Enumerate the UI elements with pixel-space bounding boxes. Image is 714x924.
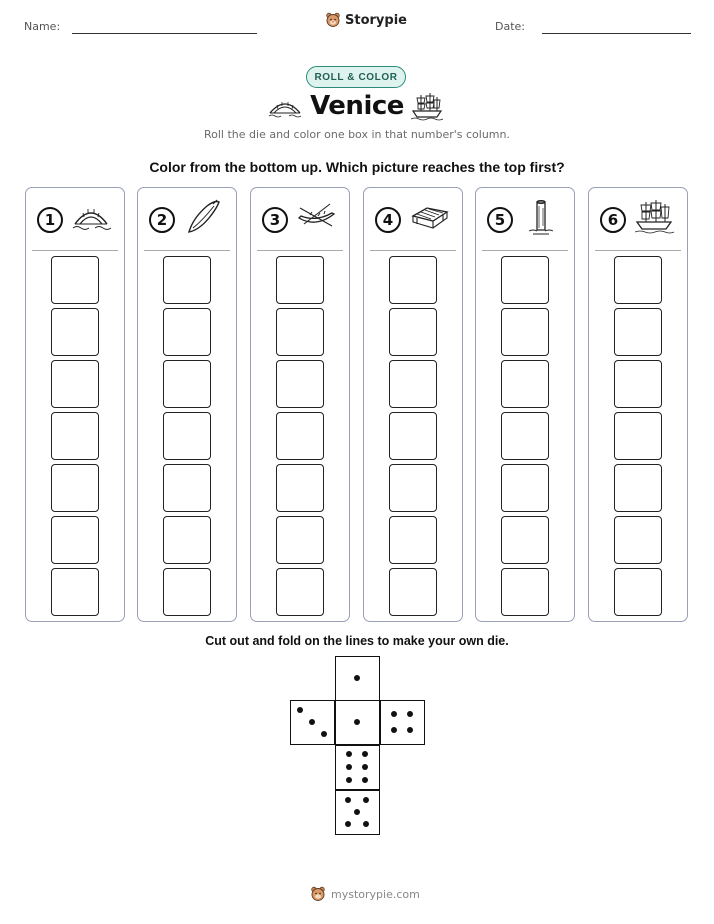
column-divider xyxy=(32,250,118,251)
name-line[interactable] xyxy=(72,33,257,34)
color-box[interactable] xyxy=(389,464,437,512)
color-box[interactable] xyxy=(614,464,662,512)
footer xyxy=(310,886,420,902)
column-number: 6 xyxy=(600,207,626,233)
die-instruction: Cut out and fold on the lines to make your own die. xyxy=(205,634,509,648)
die-pip xyxy=(362,764,368,770)
die-face-3 xyxy=(290,700,335,745)
column-number: 3 xyxy=(262,207,288,233)
die-pip xyxy=(391,727,397,733)
die-pip xyxy=(407,727,413,733)
column-divider xyxy=(482,250,568,251)
color-box[interactable] xyxy=(276,516,324,564)
color-box[interactable] xyxy=(389,412,437,460)
color-box[interactable] xyxy=(163,360,211,408)
color-box[interactable] xyxy=(614,360,662,408)
column-5 xyxy=(475,187,575,622)
column-number: 1 xyxy=(37,207,63,233)
color-box[interactable] xyxy=(51,516,99,564)
die-pip xyxy=(362,777,368,783)
color-box[interactable] xyxy=(276,568,324,616)
die-pip xyxy=(362,751,368,757)
color-box[interactable] xyxy=(614,256,662,304)
color-box[interactable] xyxy=(614,516,662,564)
date-line[interactable] xyxy=(542,33,691,34)
color-box[interactable] xyxy=(501,256,549,304)
color-box[interactable] xyxy=(501,464,549,512)
die-face-1 xyxy=(335,656,380,701)
color-box[interactable] xyxy=(389,516,437,564)
color-box[interactable] xyxy=(51,256,99,304)
subtitle: Roll the die and color one box in that number's column. xyxy=(204,128,510,141)
ship-icon xyxy=(634,198,676,238)
footer-url: mystorypie.com xyxy=(331,887,420,901)
color-box[interactable] xyxy=(389,360,437,408)
color-box[interactable] xyxy=(163,256,211,304)
instruction-heading: Color from the bottom up. Which picture reaches the top first? xyxy=(149,159,565,175)
ship-icon xyxy=(410,91,444,121)
bridge-icon xyxy=(71,198,113,238)
die-pip xyxy=(363,797,369,803)
die-pip xyxy=(309,719,315,725)
die-face-6 xyxy=(335,745,380,790)
die-pip xyxy=(346,764,352,770)
gondola-icon xyxy=(183,198,225,238)
name-label: Name: xyxy=(24,20,61,33)
activity-badge: ROLL & COLOR xyxy=(306,66,406,88)
color-box[interactable] xyxy=(389,568,437,616)
column-1 xyxy=(25,187,125,622)
die-pip xyxy=(354,809,360,815)
color-box[interactable] xyxy=(614,568,662,616)
die-pip xyxy=(354,675,360,681)
die-pip xyxy=(345,821,351,827)
column-3 xyxy=(250,187,350,622)
color-box[interactable] xyxy=(51,308,99,356)
column-number: 2 xyxy=(149,207,175,233)
color-box[interactable] xyxy=(163,308,211,356)
color-box[interactable] xyxy=(501,308,549,356)
brand-logo xyxy=(325,12,407,28)
column-number: 5 xyxy=(487,207,513,233)
color-box[interactable] xyxy=(276,256,324,304)
color-box[interactable] xyxy=(501,360,549,408)
color-box[interactable] xyxy=(389,308,437,356)
color-box[interactable] xyxy=(163,516,211,564)
column-4 xyxy=(363,187,463,622)
die-face-1 xyxy=(335,700,380,745)
die-pip xyxy=(321,731,327,737)
dock-icon xyxy=(409,198,451,238)
die-pip xyxy=(391,711,397,717)
color-box[interactable] xyxy=(276,412,324,460)
die-pip xyxy=(354,719,360,725)
color-box[interactable] xyxy=(501,568,549,616)
color-box[interactable] xyxy=(501,516,549,564)
color-box[interactable] xyxy=(501,412,549,460)
mooring-pole-icon xyxy=(521,198,563,238)
column-divider xyxy=(144,250,230,251)
die-pip xyxy=(346,751,352,757)
color-box[interactable] xyxy=(163,412,211,460)
bear-mascot-icon xyxy=(310,886,326,902)
color-box[interactable] xyxy=(276,308,324,356)
column-number: 4 xyxy=(375,207,401,233)
die-pip xyxy=(345,797,351,803)
die-face-5 xyxy=(335,790,380,835)
column-divider xyxy=(595,250,681,251)
color-box[interactable] xyxy=(51,412,99,460)
color-box[interactable] xyxy=(51,464,99,512)
die-pip xyxy=(297,707,303,713)
die-pip xyxy=(346,777,352,783)
color-box[interactable] xyxy=(51,360,99,408)
rowboat-icon xyxy=(296,198,338,238)
date-label: Date: xyxy=(495,20,525,33)
bear-mascot-icon xyxy=(325,12,341,28)
color-box[interactable] xyxy=(163,568,211,616)
color-box[interactable] xyxy=(51,568,99,616)
die-pip xyxy=(407,711,413,717)
column-6 xyxy=(588,187,688,622)
column-2 xyxy=(137,187,237,622)
brand-name: Storypie xyxy=(345,12,407,28)
die-face-4 xyxy=(380,700,425,745)
page-title: Venice xyxy=(310,91,404,121)
color-box[interactable] xyxy=(276,360,324,408)
die-pip xyxy=(363,821,369,827)
column-divider xyxy=(370,250,456,251)
color-box[interactable] xyxy=(389,256,437,304)
color-box[interactable] xyxy=(614,412,662,460)
color-box[interactable] xyxy=(614,308,662,356)
color-box[interactable] xyxy=(163,464,211,512)
color-box[interactable] xyxy=(276,464,324,512)
column-divider xyxy=(257,250,343,251)
